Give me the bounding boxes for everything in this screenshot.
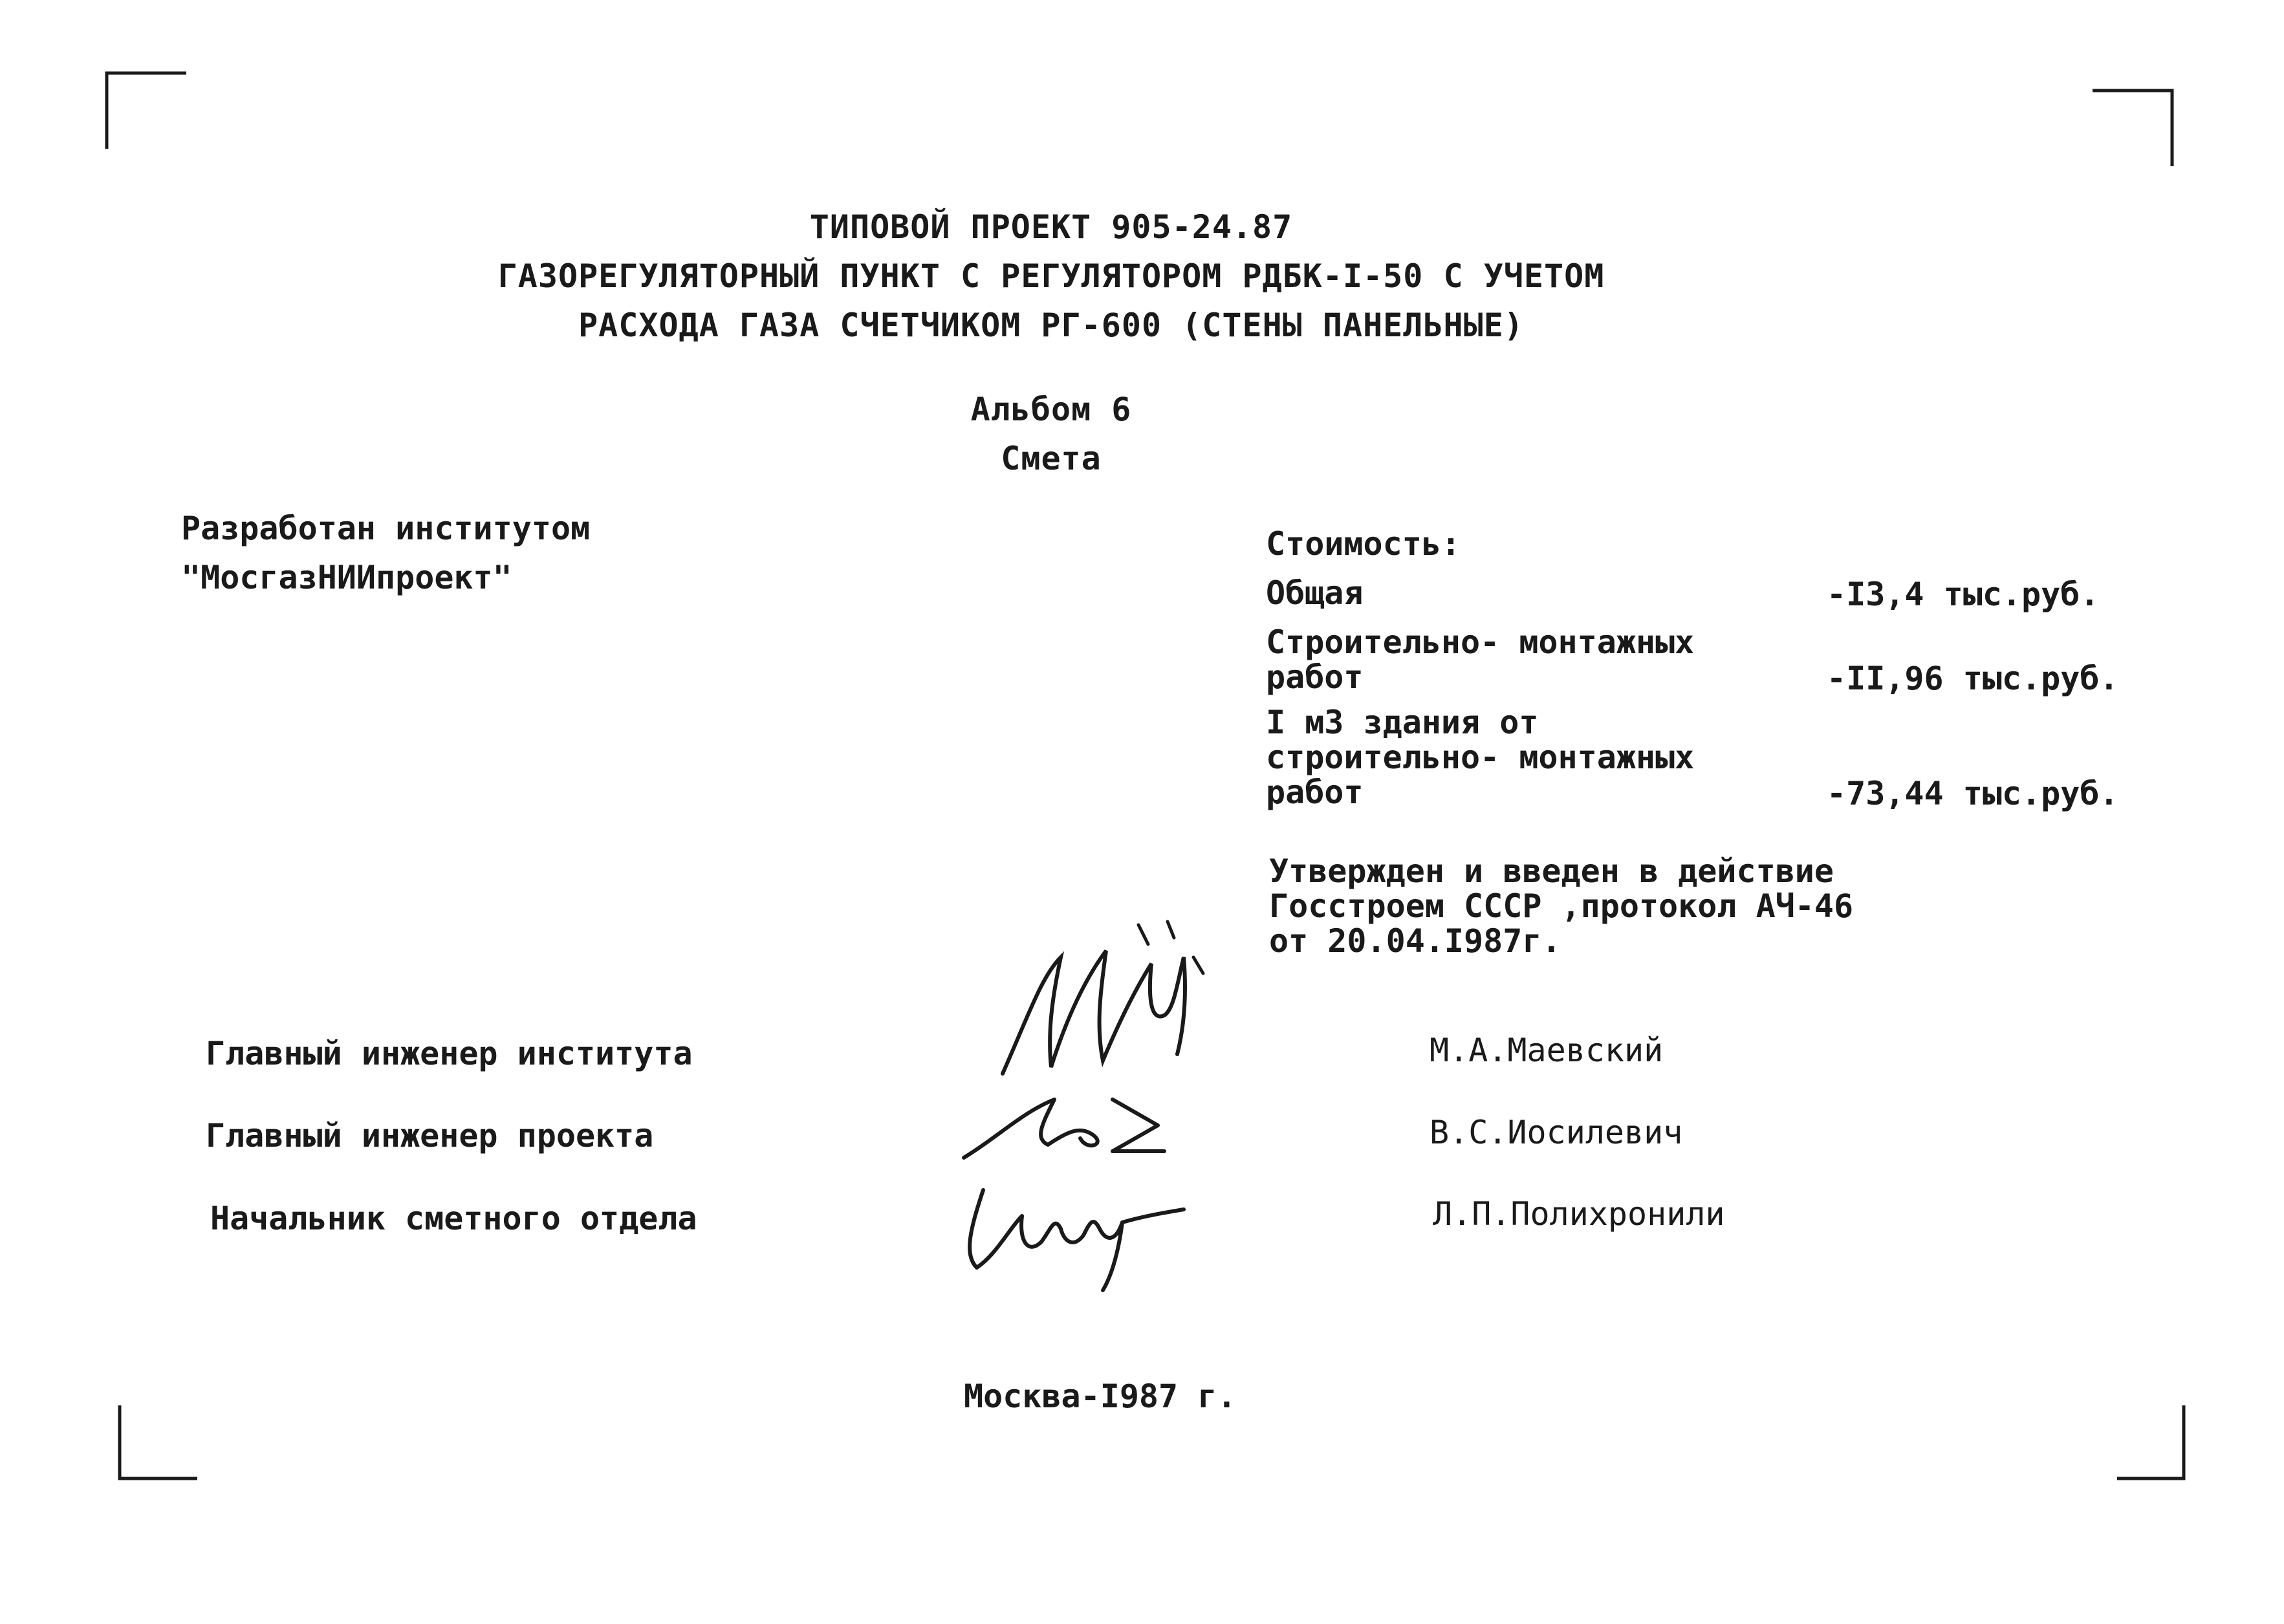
approval-line-2: Госстроем СССР ,протокол АЧ-46 bbox=[1269, 887, 1854, 925]
cost-row-per-m3 bbox=[1266, 705, 2171, 812]
signature-2 bbox=[957, 1087, 1177, 1164]
developer-line-1: Разработан институтом bbox=[181, 510, 591, 547]
project-title-line-1: ТИПОВОЙ ПРОЕКТ 905-24.87 bbox=[809, 208, 1293, 246]
cost-value: -I3,4 тыс.руб. bbox=[1827, 576, 2100, 613]
cost-label: I м3 здания от строительно- монтажных работ bbox=[1266, 704, 1695, 811]
signature-3 bbox=[957, 1177, 1190, 1294]
signatory-name-chief-engineer-project: В.С.Иосилевич bbox=[1430, 1114, 1683, 1151]
cost-row-construction bbox=[1266, 625, 2171, 697]
signatory-name-estimate-department-head: Л.П.Полихронили bbox=[1433, 1195, 1725, 1233]
cost-label: Общая bbox=[1266, 574, 1364, 612]
cost-label: Строительно- монтажных работ bbox=[1266, 623, 1695, 696]
cost-heading: Стоимость: bbox=[1266, 525, 1461, 563]
approval-line-1: Утвержден и введен в действие bbox=[1269, 852, 1834, 890]
cost-value: -73,44 тыс.руб. bbox=[1827, 775, 2119, 812]
album-subtitle: Смета bbox=[1001, 440, 1102, 477]
project-title-line-3: РАСХОДА ГАЗА СЧЕТЧИКОМ РГ-600 (СТЕНЫ ПАНЕЛЬНЫЕ) bbox=[578, 307, 1524, 344]
place-year: Москва-I987 г. bbox=[964, 1378, 1237, 1415]
signatory-role-estimate-department-head: Начальник сметного отдела bbox=[210, 1200, 697, 1237]
signature-1 bbox=[990, 918, 1223, 1087]
signatory-name-chief-engineer-institute: М.А.Маевский bbox=[1430, 1032, 1664, 1069]
cost-row-total bbox=[1266, 576, 2171, 614]
corner-mark-top-right bbox=[2089, 85, 2180, 169]
signatory-role-chief-engineer-institute: Главный инженер института bbox=[206, 1035, 693, 1072]
signatory-role-chief-engineer-project: Главный инженер проекта bbox=[206, 1117, 654, 1154]
corner-mark-bottom-right bbox=[2114, 1402, 2204, 1486]
project-title-line-2: ГАЗОРЕГУЛЯТОРНЫЙ ПУНКТ С РЕГУЛЯТОРОМ РДБК-I-50 С УЧЕТОМ bbox=[497, 257, 1605, 295]
cost-value: -II,96 тыс.руб. bbox=[1827, 660, 2119, 697]
album-label: Альбом 6 bbox=[970, 391, 1132, 428]
corner-mark-bottom-left bbox=[116, 1402, 207, 1486]
developer-line-2: "МосгазНИИпроект" bbox=[181, 559, 512, 596]
corner-mark-top-left bbox=[103, 68, 194, 152]
approval-line-3: от 20.04.I987г. bbox=[1269, 922, 1561, 960]
